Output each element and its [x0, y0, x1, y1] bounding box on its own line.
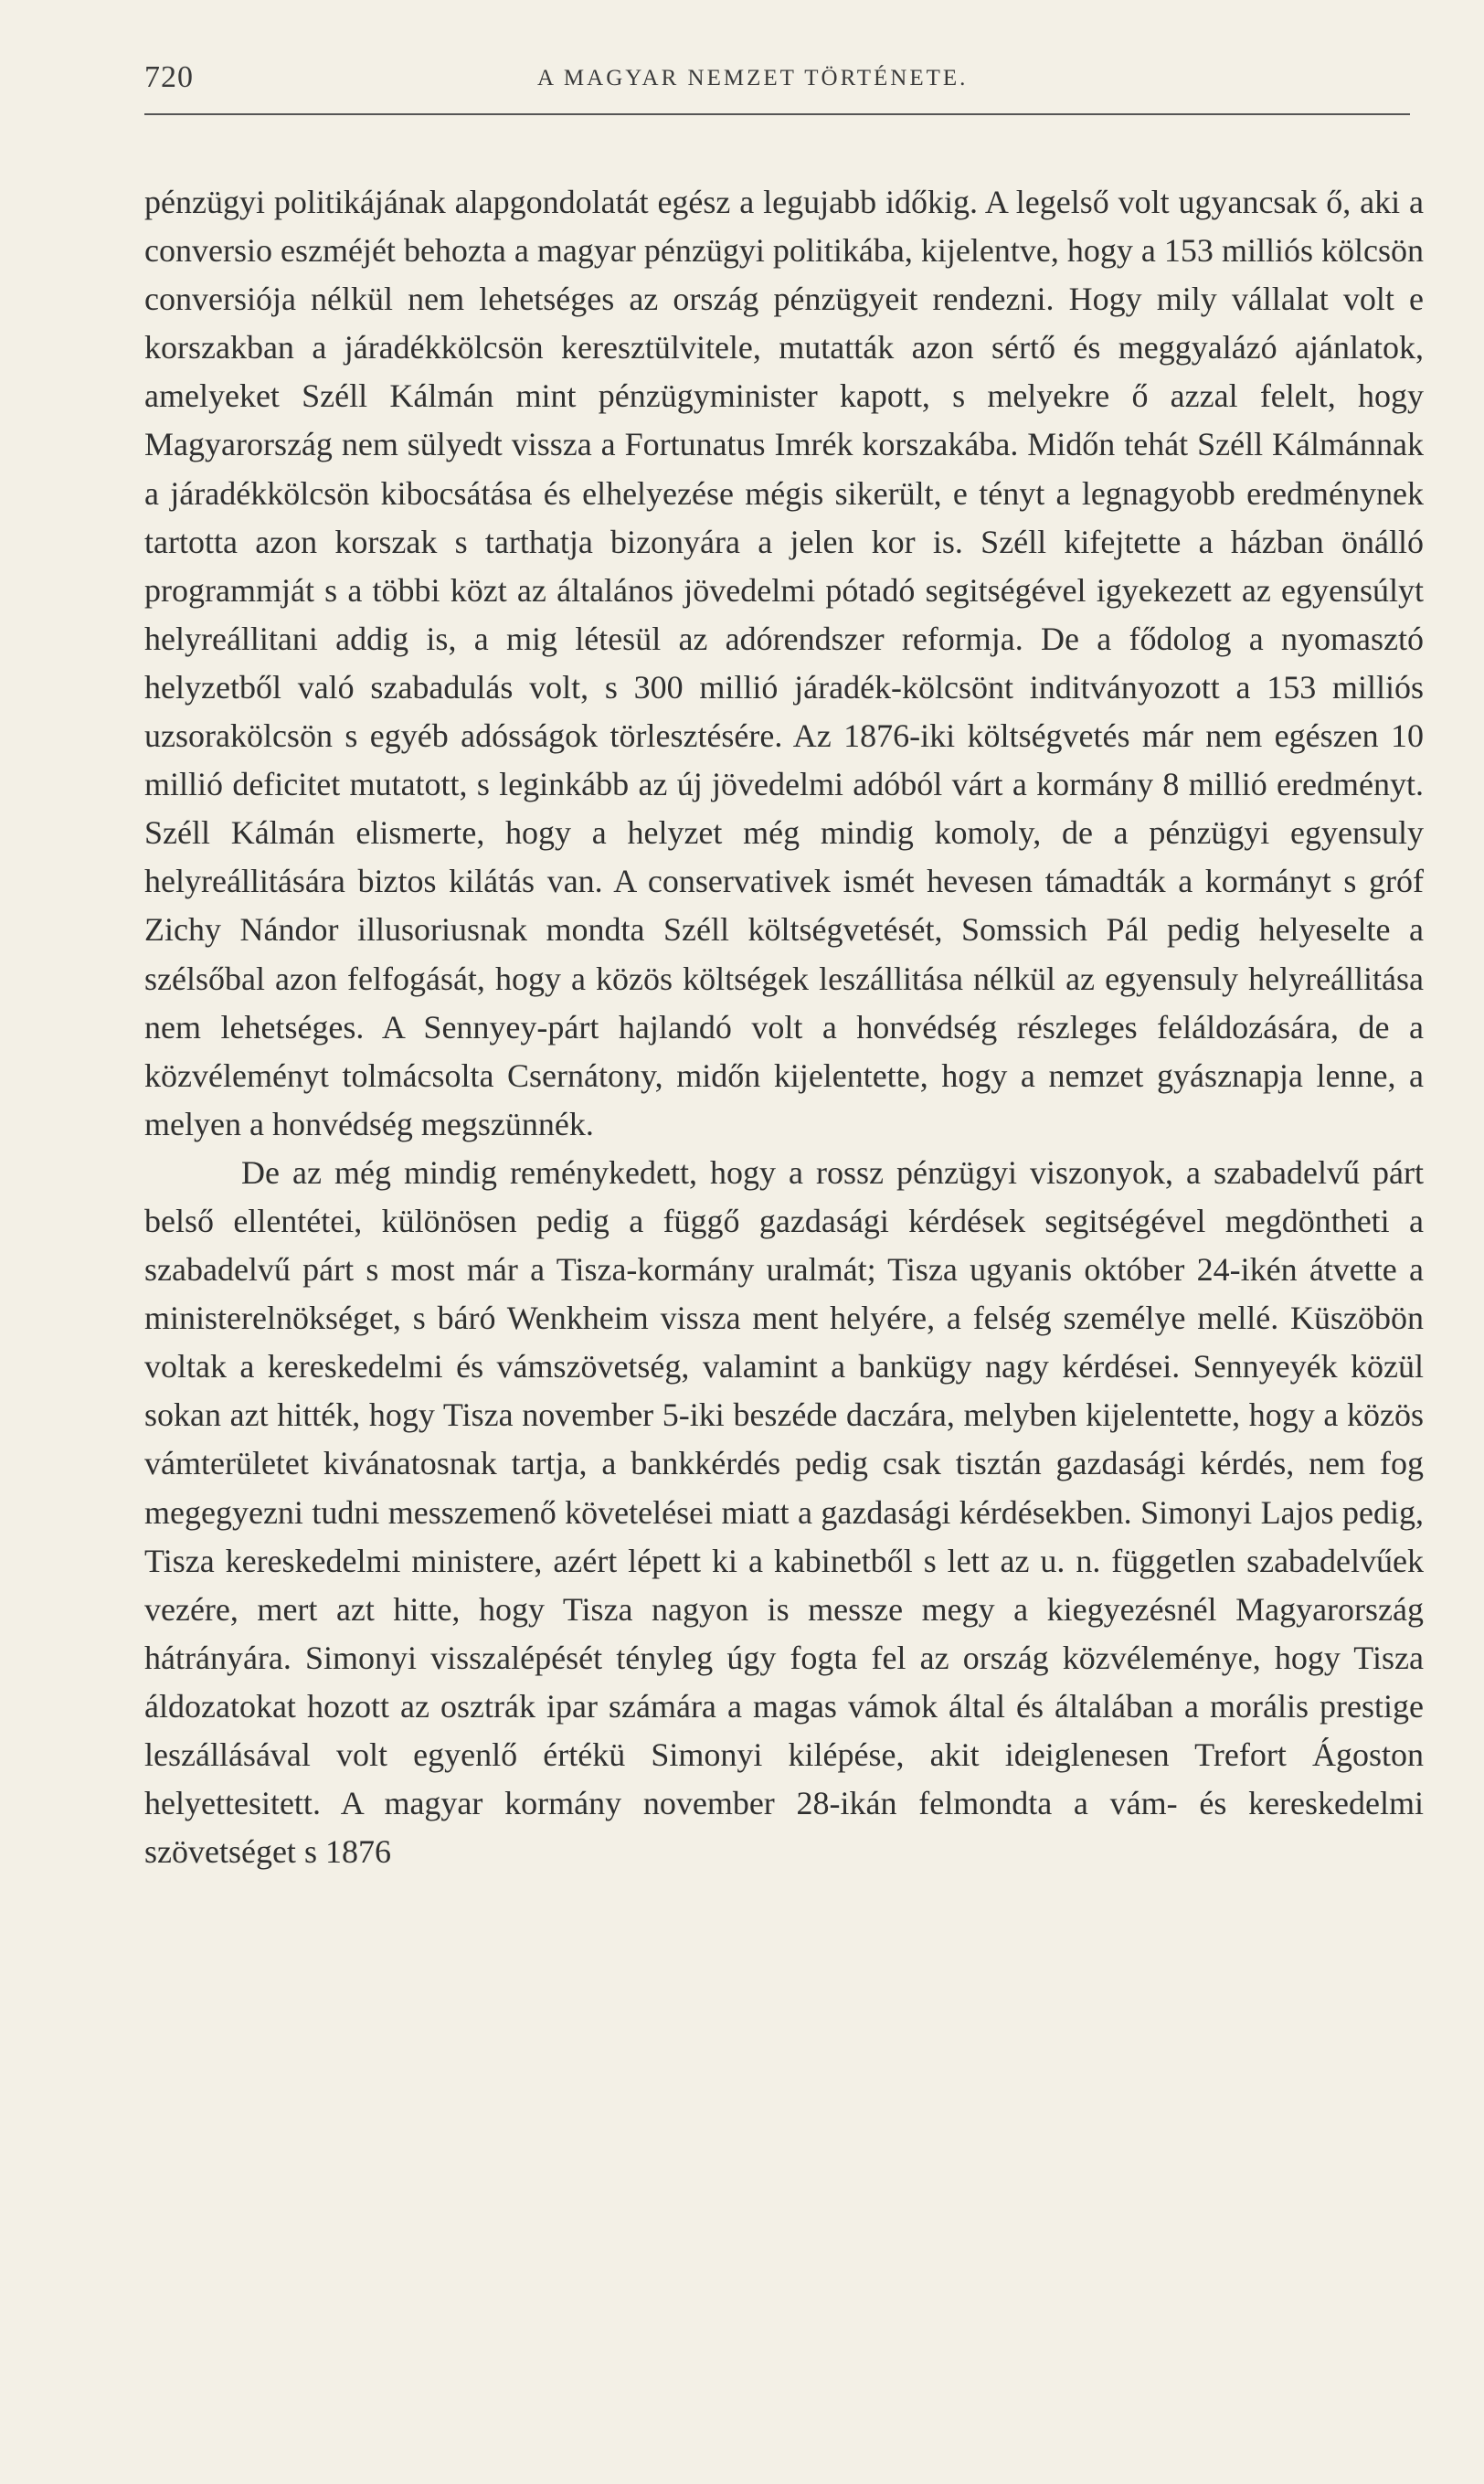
paragraph-2: De az még mindig reménykedett, hogy a rossz pénzügyi viszonyok, a szabadelvű párt belső ellentétei, különösen pedig a függő gazdasági kérdések segitségével megdöntheti a szabadelvű párt s most már a Tisza-kormány uralmát; Tisza ugyanis október 24-ikén átvette a ministerelnökséget, s báró Wenkheim vissza ment helyére, a felség személye mellé. Küszöbön voltak a kereskedelmi és vámszövetség, valamint a bankügy nagy kérdései. Sennyeyék közül sokan azt hitték, hogy Tisza november 5-iki beszéde daczára, melyben kijelentette, hogy a közös vámterületet kivánatosnak tartja, a bankkérdés pedig csak tisztán gazdasági kérdés, nem fog megegyezni tudni messzemenő követelései miatt a gazdasági kérdésekben. Simonyi Lajos pedig, Tisza kereskedelmi ministere, azért lépett ki a kabinetből s lett az u. n. független szabadelvűek vezére, mert azt hitte, hogy Tisza nagyon is messze megy a kiegyezésnél Magyarország hátrányára. Simonyi visszalépését tényleg úgy fogta fel az ország közvéleménye, hogy Tisza áldozatokat hozott az osztrák ipar számára a magas vámok által és általában a morális prestige leszállásával volt egyenlő értékü Simonyi kilépése, akit ideiglenesen Trefort Ágoston helyettesitett. A magyar kormány november 28-ikán felmondta a vám- és kereskedelmi szövetséget s 1876 [144, 1153, 1424, 1871]
body-text [144, 178, 1424, 1876]
page-number: 720 [144, 60, 194, 94]
running-head-title: A MAGYAR NEMZET TÖRTÉNETE. [537, 66, 969, 90]
running-head [144, 60, 1405, 115]
header-rule [144, 113, 1410, 115]
paragraph-1: pénzügyi politikájának alapgondolatát egész a legujabb időkig. A legelső volt ugyancsak ő, aki a conversio eszméjét behozta a magyar pénzügyi politikába, kijelentve, hogy a 153 milliós kölcsön conversiója nélkül nem lehetséges az ország pénzügyeit rendezni. Hogy mily vállalat volt e korszakban a járadékkölcsön keresztülvitele, mutatták azon sértő és meggyalázó ajánlatok, amelyeket Széll Kálmán mint pénzügyminister kapott, s melyekre ő azzal felelt, hogy Magyarország nem sülyedt vissza a Fortunatus Imrék korszakába. Midőn tehát Széll Kálmánnak a járadékkölcsön kibocsátása és elhelyezése mégis sikerült, e tényt a legnagyobb eredménynek tartotta azon korszak s tarthatja bizonyára a jelen kor is. Széll kifejtette a házban önálló programmját s a többi közt az általános jövedelmi pótadó segitségével igyekezett az egyensúlyt helyreállitani addig is, a mig létesül az adórendszer reformja. De a fődolog a nyomasztó helyzetből való szabadulás volt, s 300 millió járadék-kölcsönt inditványozott a 153 milliós uzsorakölcsön s egyéb adósságok törlesztésére. Az 1876-iki költségvetés már nem egészen 10 millió deficitet mutatott, s leginkább az új jövedelmi adóból várt a kormány 8 millió eredményt. Széll Kálmán elismerte, hogy a helyzet még mindig komoly, de a pénzügyi egyensuly helyreállitására biztos kilátás van. A conservativek ismét hevesen támadták a kormányt s gróf Zichy Nándor illusoriusnak mondta Széll költségvetését, Somssich Pál pedig helyeselte a szélsőbal azon felfogását, hogy a közös költségek leszállitása nélkül az egyensuly helyreállitása nem lehetséges. A Sennyey-párt hajlandó volt a honvédség részleges feláldozására, de a közvéleményt tolmácsolta Csernátony, midőn kijelentette, hogy a nemzet gyásznapja lenne, a melyen a honvédség megszünnék. [144, 184, 1424, 1142]
